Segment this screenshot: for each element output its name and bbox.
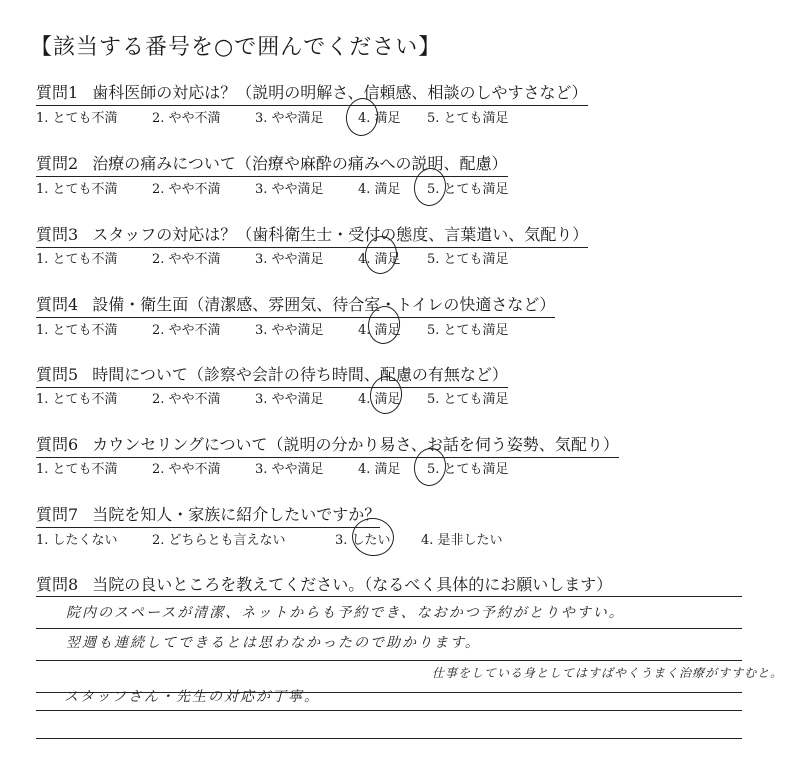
question-text: 当院を知人・家族に紹介したいですか？ <box>92 505 381 524</box>
question-label: 質問4 <box>36 295 79 314</box>
option-3[interactable]: 3. やや満足 <box>255 392 324 407</box>
option-1[interactable]: 1. とても不満 <box>36 392 118 407</box>
question-text: 設備・衛生面（清潔感、雰囲気、待合室・トイレの快適さなど） <box>92 295 556 314</box>
option-2[interactable]: 2. どちらとも言えない <box>152 533 286 548</box>
question-text: カウンセリングについて（説明の分かり易さ、お話を伺う姿勢、気配り） <box>92 435 619 454</box>
question-1 <box>36 80 588 106</box>
answer-line <box>36 628 742 629</box>
question-text: スタッフの対応は？（歯科衛生士・受付の態度、言葉遣い、気配り） <box>92 225 589 244</box>
question-text: 時間について（診察や会計の待ち時間、配慮の有無など） <box>92 365 508 384</box>
option-1[interactable]: 1. とても不満 <box>36 182 118 197</box>
option-2[interactable]: 2. やや不満 <box>152 182 221 197</box>
option-2[interactable]: 2. やや不満 <box>152 111 221 126</box>
answer-line <box>36 738 742 739</box>
option-3[interactable]: 3. したい <box>335 533 391 548</box>
answer-line <box>36 596 742 597</box>
option-4[interactable]: 4. 満足 <box>358 462 401 477</box>
option-2[interactable]: 2. やや不満 <box>152 252 221 267</box>
option-5[interactable]: 5. とても満足 <box>427 111 509 126</box>
option-3[interactable]: 3. やや満足 <box>255 111 324 126</box>
handwritten-answer-line-2: 翌週も連続してできるとは思わなかったので助かります。 <box>66 635 481 651</box>
question-text: 当院の良いところを教えてください。（なるべく具体的にお願いします） <box>92 575 613 594</box>
handwritten-answer-line-3: スタッフさん・先生の対応が丁寧。 <box>64 689 320 705</box>
question-text: 歯科医師の対応は？（説明の明解さ、信頼感、相談のしやすさなど） <box>92 83 588 102</box>
option-1[interactable]: 1. したくない <box>36 533 118 548</box>
question-7 <box>36 502 380 528</box>
option-3[interactable]: 3. やや満足 <box>255 252 324 267</box>
handwritten-insert: 仕事をしている身としてはすばやくうまく治療がすすむと。 <box>432 666 784 680</box>
option-2[interactable]: 2. やや不満 <box>152 323 221 338</box>
question-label: 質問7 <box>36 505 79 524</box>
question-label: 質問8 <box>36 575 79 594</box>
option-2[interactable]: 2. やや不満 <box>152 462 221 477</box>
question-label: 質問1 <box>36 83 79 102</box>
question-label: 質問5 <box>36 365 79 384</box>
option-3[interactable]: 3. やや満足 <box>255 323 324 338</box>
option-4[interactable]: 4. 是非したい <box>421 533 503 548</box>
option-1[interactable]: 1. とても不満 <box>36 111 118 126</box>
question-label: 質問3 <box>36 225 79 244</box>
option-5[interactable]: 5. とても満足 <box>427 392 509 407</box>
option-5[interactable]: 5. とても満足 <box>427 323 509 338</box>
question-text: 治療の痛みについて（治療や麻酔の痛みへの説明、配慮） <box>92 154 508 173</box>
answer-line <box>36 660 742 661</box>
option-3[interactable]: 3. やや満足 <box>255 182 324 197</box>
question-6 <box>36 432 619 458</box>
question-3 <box>36 222 588 248</box>
option-5[interactable]: 5. とても満足 <box>427 462 509 477</box>
option-5[interactable]: 5. とても満足 <box>427 252 509 267</box>
option-4[interactable]: 4. 満足 <box>358 392 401 407</box>
option-1[interactable]: 1. とても不満 <box>36 323 118 338</box>
question-label: 質問2 <box>36 154 79 173</box>
question-5 <box>36 362 508 388</box>
question-label: 質問6 <box>36 435 79 454</box>
option-4[interactable]: 4. 満足 <box>358 323 401 338</box>
option-1[interactable]: 1. とても不満 <box>36 462 118 477</box>
option-2[interactable]: 2. やや不満 <box>152 392 221 407</box>
answer-line <box>36 710 742 711</box>
option-4[interactable]: 4. 満足 <box>358 182 401 197</box>
handwritten-answer-line-1: 院内のスペースが清潔、ネットからも予約でき、なおかつ予約がとりやすい。 <box>66 605 625 621</box>
option-3[interactable]: 3. やや満足 <box>255 462 324 477</box>
page-title: 【該当する番号を○で囲んでください】 <box>30 35 442 60</box>
option-5[interactable]: 5. とても満足 <box>427 182 509 197</box>
option-4[interactable]: 4. 満足 <box>358 111 401 126</box>
question-8 <box>36 572 612 597</box>
question-4 <box>36 292 555 318</box>
option-1[interactable]: 1. とても不満 <box>36 252 118 267</box>
option-4[interactable]: 4. 満足 <box>358 252 401 267</box>
